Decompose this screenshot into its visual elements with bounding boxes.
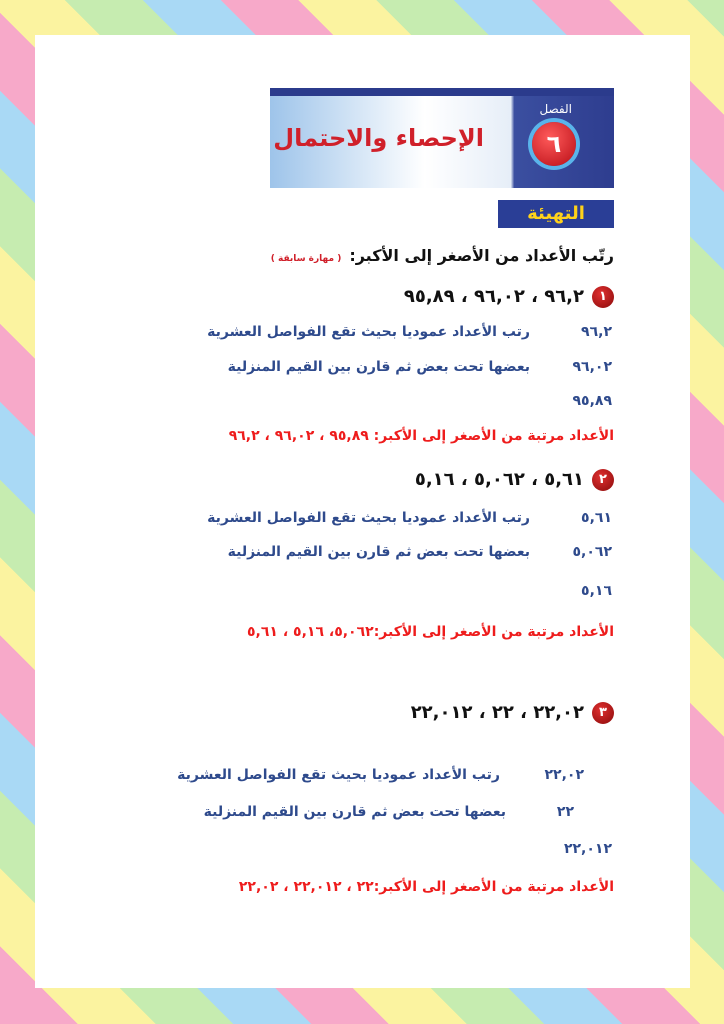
column-number: ٥,١٦ bbox=[581, 583, 612, 599]
problem-numbers: ٢٢,٠٢ ، ٢٢ ، ٢٢,٠١٢ bbox=[410, 702, 584, 723]
problem-number-badge: ٣ bbox=[592, 702, 614, 724]
column-number: ٩٦,٢ bbox=[581, 324, 612, 340]
answer: الأعداد مرتبة من الأصغر إلى الأكبر:٥,٠٦٢، ٥,١٦ ، ٥,٦١ bbox=[247, 624, 614, 640]
chapter-title: الإحصاء والاحتمال bbox=[273, 124, 484, 152]
chapter-banner bbox=[270, 88, 614, 188]
hint-line-2: بعضها تحت بعض ثم قارن بين القيم المنزلية bbox=[203, 804, 506, 820]
problem-numbers: ٥,٦١ ، ٥,٠٦٢ ، ٥,١٦ bbox=[414, 469, 584, 490]
hint-line-1: رتب الأعداد عموديا بحيث تقع الفواصل العشرية bbox=[207, 324, 530, 340]
hint-line-2: بعضها تحت بعض ثم قارن بين القيم المنزلية bbox=[227, 544, 530, 560]
hint-line-2: بعضها تحت بعض ثم قارن بين القيم المنزلية bbox=[227, 359, 530, 375]
instruction bbox=[271, 246, 614, 265]
answer: الأعداد مرتبة من الأصغر إلى الأكبر: ٩٥,٨٩ ، ٩٦,٠٢ ، ٩٦,٢ bbox=[228, 428, 614, 444]
answer: الأعداد مرتبة من الأصغر إلى الأكبر:٢٢ ، ٢٢,٠١٢ ، ٢٢,٠٢ bbox=[238, 879, 614, 895]
instruction-text: رتّب الأعداد من الأصغر إلى الأكبر: bbox=[349, 246, 614, 265]
chapter-label: الفصل bbox=[539, 102, 572, 116]
problem-numbers: ٩٦,٢ ، ٩٦,٠٢ ، ٩٥,٨٩ bbox=[403, 286, 584, 307]
column-number: ٢٢,٠١٢ bbox=[563, 841, 612, 857]
column-number: ٩٦,٠٢ bbox=[572, 359, 612, 375]
column-number: ٥,٠٦٢ bbox=[572, 544, 612, 560]
column-number: ٢٢,٠٢ bbox=[544, 767, 584, 783]
column-number: ٥,٦١ bbox=[581, 510, 612, 526]
problem-2 bbox=[415, 469, 614, 491]
hint-line-1: رتب الأعداد عموديا بحيث تقع الفواصل العشرية bbox=[177, 767, 500, 783]
problem-number-badge: ١ bbox=[592, 286, 614, 308]
column-number: ٩٥,٨٩ bbox=[572, 393, 612, 409]
skill-tag: ( مهارة سابقة ) bbox=[270, 254, 342, 264]
problem-3 bbox=[411, 702, 614, 724]
section-title: التهيئة bbox=[498, 200, 614, 228]
problem-number-badge: ٢ bbox=[592, 469, 614, 491]
chapter-number-badge: ٦ bbox=[532, 122, 576, 166]
column-number: ٢٢ bbox=[556, 804, 574, 820]
hint-line-1: رتب الأعداد عموديا بحيث تقع الفواصل العشرية bbox=[207, 510, 530, 526]
problem-1 bbox=[404, 286, 614, 308]
